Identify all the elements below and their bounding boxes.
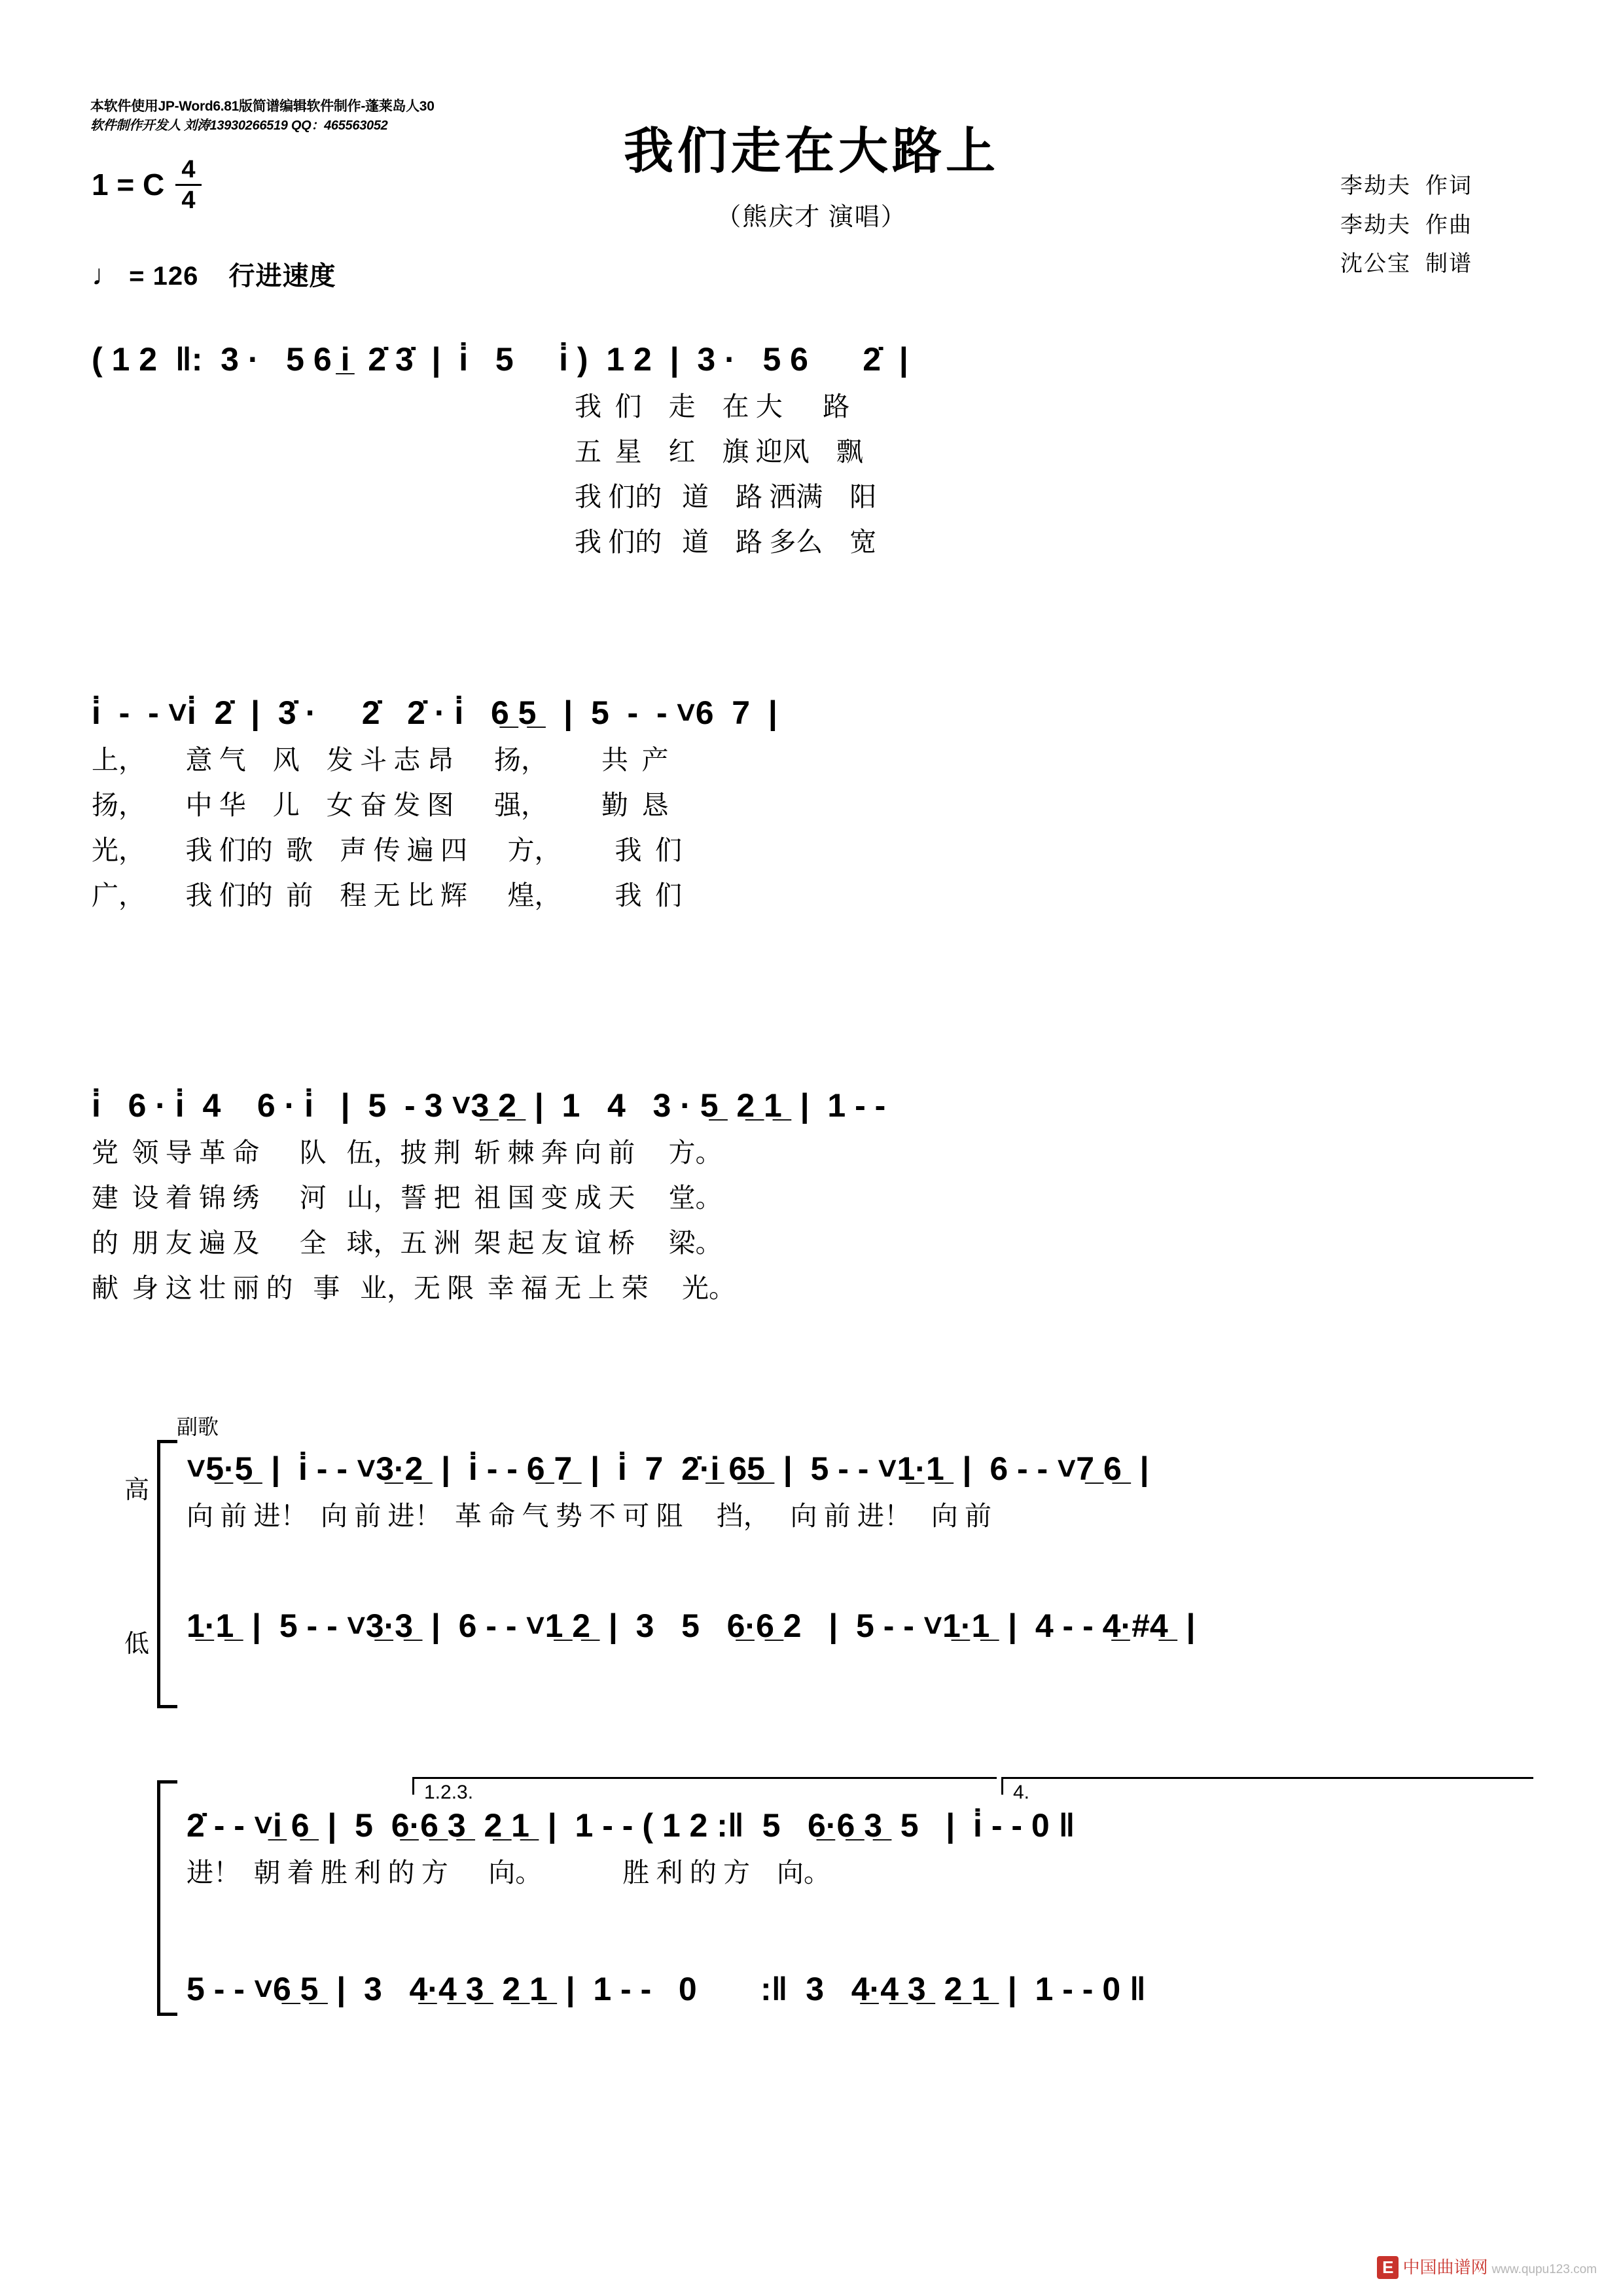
notes-line: ( 1 2 ‖: 3 · 5 6 i̲ 2̇ 3̇ | i̇ 5 i̇ ) 1 2 | 3 · 5 6 2̇ | [92,341,908,378]
credit-transcriber [1340,245,1472,284]
lyric-verse-2: 五 星 红 旗 迎风 飘 [92,437,863,467]
chorus-label: 副歌 [177,1415,219,1439]
credits-block [1340,167,1472,284]
credit-lyricist [1340,167,1472,206]
music-system-4-low [187,1607,1623,1645]
notes-line: ˅5̲·5̲ | i̇ - - ˅3̲·2̲ | i̇ - - 6̲ 7̲ | i̇ 7 2̇·i̲ 6̲5̲ | 5 - - ˅1̲·1̲ | 6 - - ˅7̲ 6̲ | [187,1450,1149,1487]
lyric-verse-1: 上， 意 气 风 发 斗 志 昂 扬， 共 产 [92,745,669,775]
tempo-marking [92,255,336,293]
credit-transcriber-role: 制谱 [1425,252,1472,276]
part-label-high: 高 [124,1477,150,1504]
page-subtitle: （熊庆才 演唱） [716,204,907,231]
watermark-logo: E [1377,2256,1399,2279]
lyric-verse-4: 献 身 这 壮 丽 的 事 业，无 限 幸 福 无 上 荣 光。 [92,1273,736,1303]
notes-line: 2̇ - - ˅i̲ 6̲ | 5 6̲·6̲ 3̲ 2̲ 1̲ | 1 - - ( 1 2 :‖ 5 6̲·6̲ 3̲ 5 | i̇ - - 0 ‖ [187,1807,1075,1844]
final-system-bracket [157,1780,177,2016]
credit-lyricist-role: 作词 [1425,174,1472,198]
notes-line: 5 - - ˅6̲ 5̲ | 3 4̲·4̲ 3̲ 2̲ 1̲ | 1 - - 0 :‖ 3 4̲·4̲ 3̲ 2̲ 1̲ | 1 - - 0 ‖ [187,1971,1146,2007]
tempo-note-icon: ♩ [92,259,121,291]
lyric-chorus-1: 向 前 进！ 向 前 进！ 革 命 气 势 不 可 阻 挡， 向 前 进！ 向 前 [187,1501,991,1531]
credit-transcriber-name: 沈公宝 [1340,252,1411,276]
notes-line: 1̲·1̲ | 5 - - ˅3̲·3̲ | 6 - - ˅1̲ 2̲ | 3 5 6̲·6̲ 2 | 5 - - ˅1̲·1̲ | 4 - - 4̲·#4̲ | [187,1607,1196,1644]
lyric-verse-4: 我 们的 道 路 多么 宽 [92,527,877,557]
tempo-value: = 126 [129,262,199,291]
volta-2-label: 4. [1013,1782,1030,1803]
time-signature-numerator: 4 [181,156,196,183]
volta-1-label: 1.2.3. [424,1782,474,1803]
music-system-2 [92,694,1623,912]
lyric-verse-1: 我 们 走 在 大 路 [92,391,850,422]
music-system-1 [92,340,1623,559]
lyric-verse-3: 我 们的 道 路 洒满 阳 [92,482,877,512]
music-system-3 [92,1086,1623,1305]
page-title: 我们走在大路上 [624,124,999,179]
lyric-verse-2: 扬， 中 华 儿 女 奋 发 图 强， 勤 恳 [92,790,669,820]
lyric-verse-3: 光， 我 们的 歌 声 传 遍 四 方， 我 们 [92,835,682,865]
time-signature [175,157,202,213]
notes-line: i̇ 6 · i̇ 4 6 · i̇ | 5 - 3 ˅3̲ 2̲ | 1 4 3 · 5̲ 2̲ 1̲ | 1 - - [92,1087,886,1124]
credit-composer-name: 李劫夫 [1340,213,1411,238]
volta-1-bracket [412,1777,997,1795]
credit-composer-role: 作曲 [1425,213,1472,238]
credit-lyricist-name: 李劫夫 [1340,174,1411,198]
lyric-verse-2: 建 设 着 锦 绣 河 山，誓 把 祖 国 变 成 天 堂。 [92,1183,722,1213]
notes-line: i̇ - - ˅i̇ 2̇ | 3̇ · 2̇ 2̇ · i̇ 6̲ 5̲ | 5 - - ˅6 7 | [92,694,777,731]
time-signature-denominator: 4 [181,187,196,214]
lyric-final-1: 进！ 朝 着 胜 利 的 方 向。 胜 利 的 方 向。 [187,1857,830,1888]
time-signature-divider [175,184,202,186]
lyric-verse-1: 党 领 导 革 命 队 伍，披 荆 斩 棘 奔 向 前 方。 [92,1138,722,1168]
lyric-verse-4: 广， 我 们的 前 程 无 比 辉 煌， 我 们 [92,880,682,910]
lyric-verse-3: 的 朋 友 遍 及 全 球，五 洲 架 起 友 谊 桥 梁。 [92,1228,722,1258]
software-credit-line-2: 软件制作开发人 刘涛13930266519 QQ：465563052 [90,118,388,134]
music-system-4-high [187,1450,1623,1533]
watermark-site-url: www.qupu123.com [1491,2263,1597,2276]
key-signature: 1 = C [92,168,165,202]
watermark-site-name: 中国曲谱网 [1402,2257,1488,2277]
music-system-5-high [187,1806,1623,1890]
part-label-low: 低 [124,1630,150,1658]
software-credit-line-1: 本软件使用JP-Word6.81版简谱编辑软件制作-蓬莱岛人30 [90,99,435,114]
site-watermark [1377,2254,1597,2279]
volta-2-bracket [1001,1777,1533,1795]
credit-composer [1340,206,1472,245]
music-system-5-low [187,1970,1623,2008]
tempo-text: 行进速度 [228,262,336,291]
chorus-system-bracket [157,1440,177,1708]
